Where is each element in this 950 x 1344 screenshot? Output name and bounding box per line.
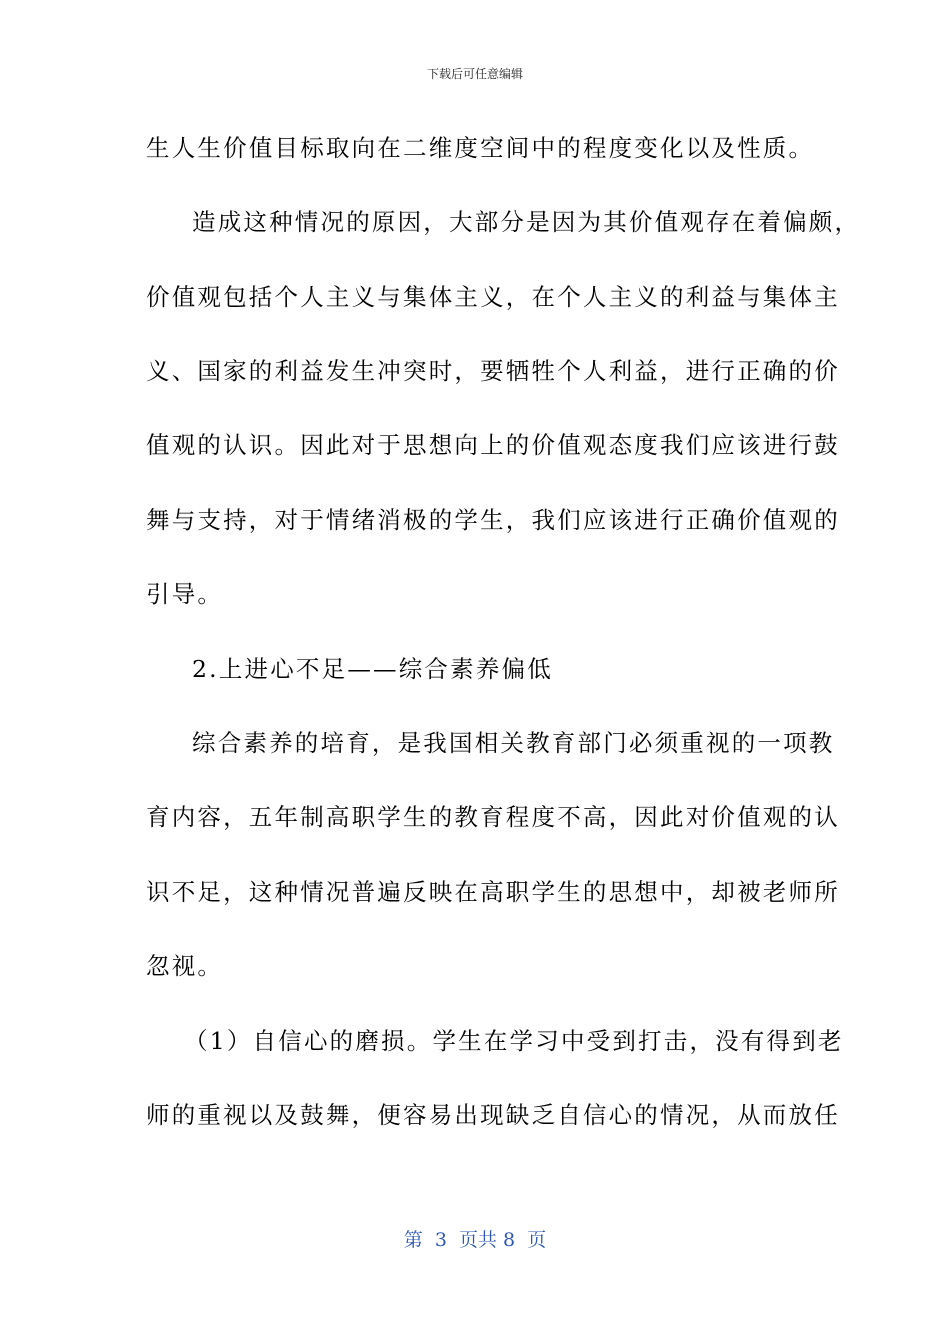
page-number-footer: 第 3 页共 8 页 — [403, 1229, 547, 1251]
text-line: 舞与支持，对于情绪消极的学生，我们应该进行正确价值观的 — [146, 506, 840, 534]
text-line: 育内容，五年制高职学生的教育程度不高，因此对价值观的认 — [146, 803, 840, 831]
text-line: 价值观包括个人主义与集体主义，在个人主义的利益与集体主 — [146, 283, 840, 311]
text-line: 综合素养的培育，是我国相关教育部门必须重视的一项教 — [192, 729, 835, 757]
text-line: （1）自信心的磨损。学生在学习中受到打击，没有得到老 — [184, 1027, 844, 1055]
text-line: 值观的认识。因此对于思想向上的价值观态度我们应该进行鼓 — [146, 431, 840, 459]
page-header: 下载后可任意编辑 — [426, 67, 523, 81]
text-line: 造成这种情况的原因，大部分是因为其价值观存在着偏颇， — [192, 208, 861, 236]
text-line: 引导。 — [146, 580, 224, 608]
text-line: 识不足，这种情况普遍反映在高职学生的思想中，却被老师所 — [146, 878, 840, 906]
text-line: 生人生价值目标取向在二维度空间中的程度变化以及性质。 — [146, 134, 815, 162]
text-line: 忽视。 — [146, 952, 224, 980]
text-line: 义、国家的利益发生冲突时，要牺牲个人利益，进行正确的价 — [146, 357, 840, 385]
text-line: 师的重视以及鼓舞，便容易出现缺乏自信心的情况，从而放任 — [146, 1101, 840, 1129]
section-heading: 2.上进心不足——综合素养偏低 — [192, 655, 553, 683]
